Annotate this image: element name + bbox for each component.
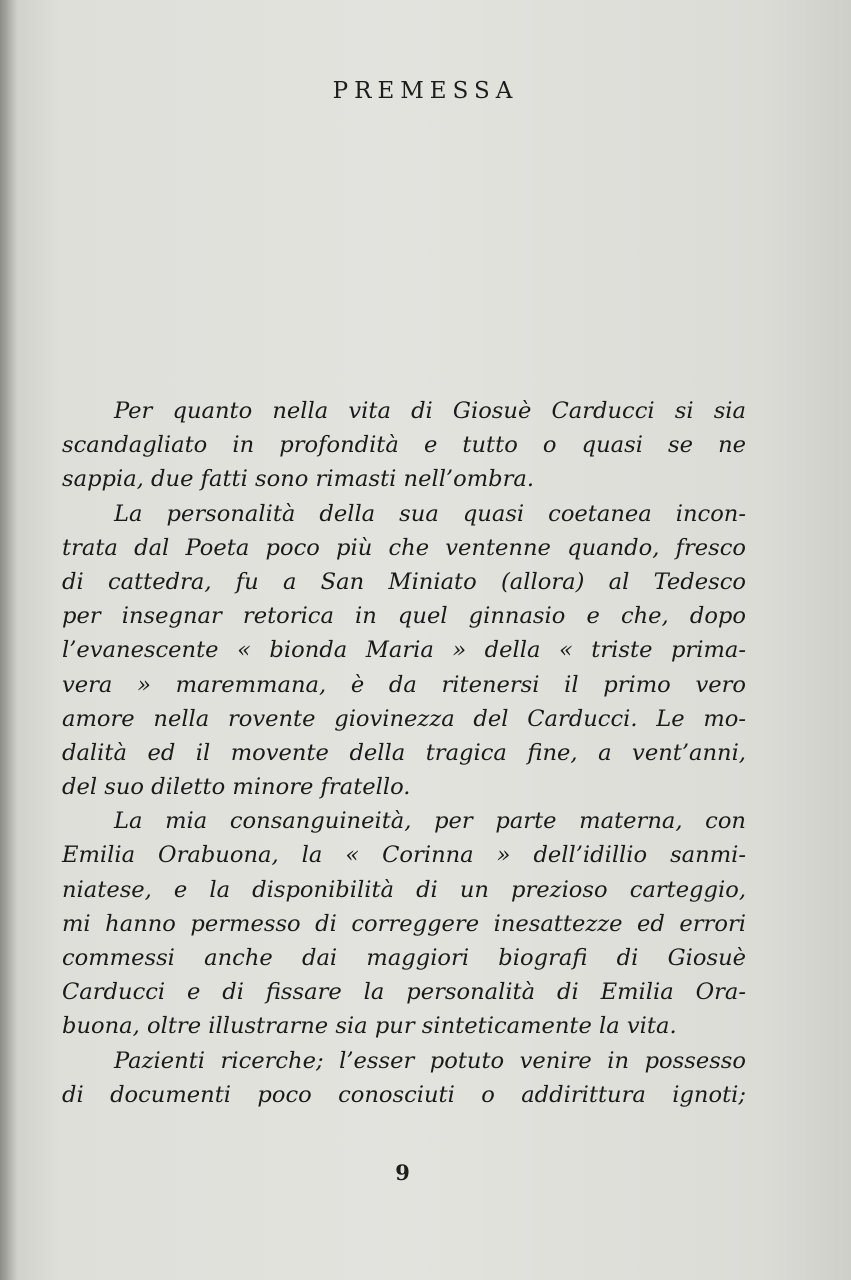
body-text: [62, 394, 746, 1112]
paragraph-1: [62, 394, 746, 497]
text-line: La mia consanguineità, per parte materna, con: [114, 808, 746, 835]
text-line: niatese, e la disponibilità di un prezioso carteggio,: [62, 876, 746, 903]
text-line: Pazienti ricerche; l’esser potuto venire in possesso: [114, 1047, 746, 1074]
paragraph-3: [62, 804, 746, 1043]
text-line: amore nella rovente giovinezza del Carducci. Le mo-: [62, 705, 746, 732]
text-line: del suo diletto minore fratello.: [62, 774, 411, 801]
text-line: Per quanto nella vita di Giosuè Carducci si sia: [114, 398, 746, 424]
text-line: mi hanno permesso di correggere inesattezze ed errori: [62, 910, 746, 937]
text-line: trata dal Poeta poco più che ventenne quando, fresco: [62, 534, 746, 561]
text-line: di cattedra, fu a San Miniato (allora) al Tedesco: [62, 568, 746, 595]
text-line: scandagliato in profondità e tutto o quasi se ne: [62, 432, 746, 459]
text-line: vera » maremmana, è da ritenersi il primo vero: [62, 671, 746, 698]
text-line: per insegnar retorica in quel ginnasio e che, dopo: [62, 603, 746, 630]
text-line: Emilia Orabuona, la « Corinna » dell’idillio sanmi-: [62, 842, 746, 869]
paragraph-4: [62, 1044, 746, 1112]
text-line: dalità ed il movente della tragica fine, a vent’anni,: [62, 739, 746, 766]
text-line: La personalità della sua quasi coetanea incon-: [114, 500, 746, 527]
text-line: sappia, due fatti sono rimasti nell’ombra.: [62, 466, 535, 493]
page-number: 9: [395, 1160, 410, 1185]
text-line: l’evanescente « bionda Maria » della « triste prima-: [62, 637, 746, 664]
text-line: commessi anche dai maggiori biografi di Giosuè: [62, 945, 746, 971]
text-line: di documenti poco conosciuti o addirittura ignoti;: [62, 1081, 746, 1108]
page-title: PREMESSA: [332, 78, 519, 104]
text-line: buona, oltre illustrarne sia pur sinteticamente la vita.: [62, 1013, 677, 1040]
paragraph-2: [62, 497, 746, 805]
text-line: Carducci e di fissare la personalità di Emilia Ora-: [62, 979, 746, 1006]
